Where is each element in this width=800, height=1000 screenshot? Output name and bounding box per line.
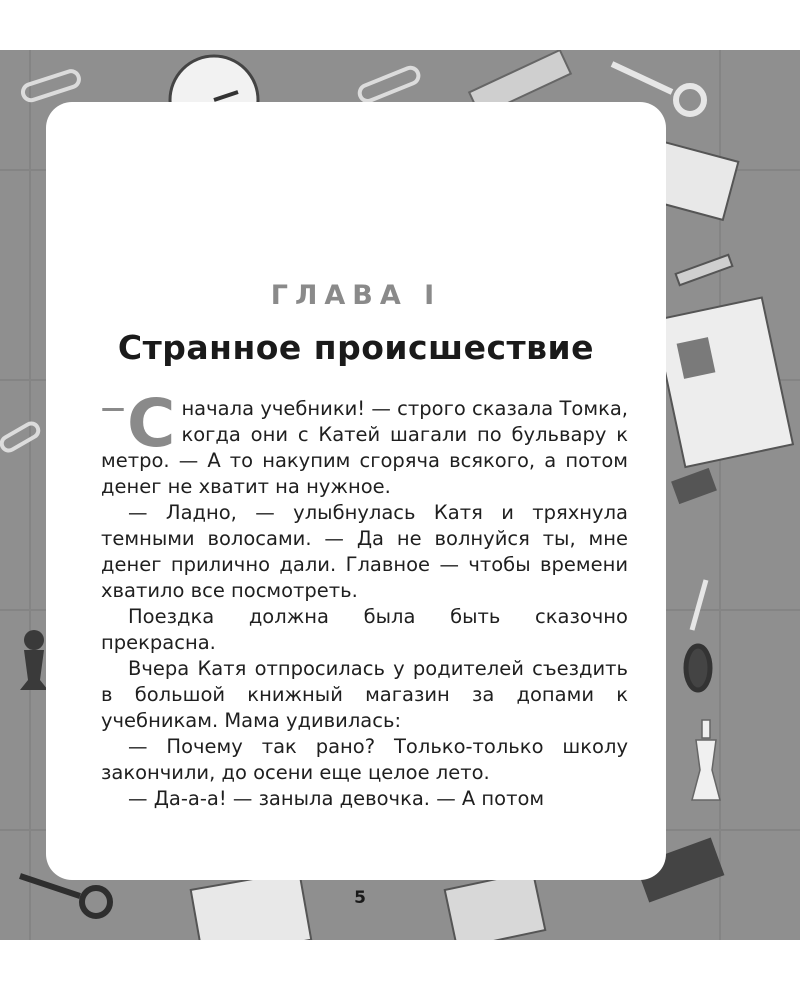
dropcap-letter: С <box>127 385 176 462</box>
key-icon <box>20 876 110 916</box>
paragraph: — Почему так рано? Только-только школу закончили, до осени еще целое лето. <box>101 735 628 784</box>
page-number: 5 <box>354 888 366 908</box>
map-icon <box>445 871 546 940</box>
chapter-label: ГЛАВА I <box>270 280 442 311</box>
id-card-icon <box>654 298 793 468</box>
chapter-body <box>101 385 628 812</box>
paragraph <box>101 385 628 500</box>
envelope-icon <box>191 871 311 940</box>
page-card <box>46 102 666 880</box>
chess-king-icon <box>692 720 720 800</box>
paperclip-icon <box>357 65 420 103</box>
paragraph: — Да-а-а! — заныла девочка. — А потом <box>128 787 545 810</box>
key-icon <box>686 580 710 690</box>
paragraph-text: начала учебники! — строго сказала Томка, когда они с Катей шагали по бульвару к метро. — А то накупим сгоряча всякого, а потом денег не хватит на нужное. <box>101 397 628 498</box>
chapter-title: Странное происшествие <box>117 328 595 367</box>
flashlight-icon <box>671 468 717 504</box>
paragraph: Поездка должна была быть сказочно прекрасна. <box>101 605 628 654</box>
pencil-icon <box>676 255 733 285</box>
paragraph: — Ладно, — улыбнулась Катя и тряхнула темными волосами. — Да не волнуйся ты, мне денег прилично дали. Главное — чтобы времени хватило все посмотреть. <box>101 501 628 602</box>
chess-pawn-icon <box>20 630 48 690</box>
dropcap <box>101 385 181 462</box>
paragraph: Вчера Катя отпросилась у родителей съездить в большой книжный магазин за допами к учебникам. Мама удивилась: <box>101 657 628 732</box>
dropcap-dash: — <box>101 394 125 422</box>
paperclip-icon <box>0 421 41 453</box>
